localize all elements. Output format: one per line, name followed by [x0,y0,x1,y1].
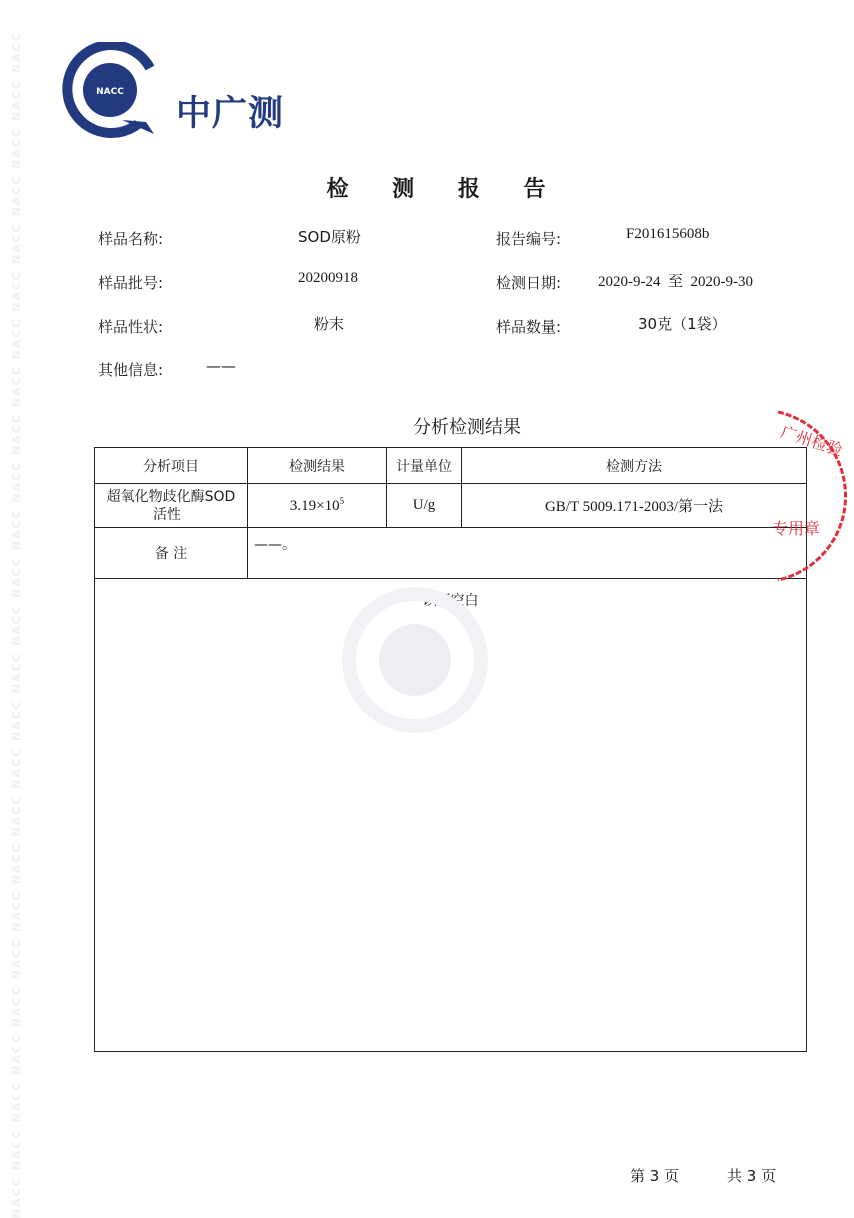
test-date-value: 2020-9-24 至 2020-9-30 [598,274,753,290]
state-value: 粉末 [314,315,345,333]
batch-value: 20200918 [298,270,358,286]
official-stamp-icon [760,404,854,584]
faint-seal-watermark-icon [310,585,520,735]
batch-label: 样品批号: [98,274,164,292]
result-base: 3.19×10 [289,498,340,514]
nacc-watermark: NACC NACC NACC NACC NACC NACC NACC NACC NACC NACC NACC NACC NACC NACC NACC NACC NACC NACC NACC NACC NACC NACC NACC NACC NACC [10,31,23,1218]
remark-label: 备 注 [95,528,248,579]
header-unit: 计量单位 [387,448,462,484]
total-pages: 共 3 页 [727,1167,777,1185]
other-info-label: 其他信息: [98,361,164,379]
header-method: 检测方法 [462,448,807,484]
svg-text:专用章: 专用章 [772,519,821,538]
sample-name-value: SOD原粉 [298,228,361,246]
item-line1: 超氧化物歧化酶SOD [106,488,236,505]
state-label: 样品性状: [98,318,164,336]
remark-row [95,528,807,579]
header-item: 分析项目 [95,448,248,484]
test-date-label: 检测日期: [496,274,562,292]
table-header-row [95,448,807,484]
result-exponent: 5 [339,496,345,506]
page-number: 第 3 页 [630,1167,680,1185]
remark-value: ——。 [248,528,807,579]
svg-text:广州检验: 广州检验 [778,422,846,460]
cell-method: GB/T 5009.171-2003/第一法 [462,484,807,528]
cell-result [248,484,387,528]
other-info-value: —— [206,357,236,375]
cell-unit: U/g [387,484,462,528]
report-title: 检 测 报 告 [326,176,564,202]
logo-emblem-icon [58,42,188,142]
report-no-label: 报告编号: [496,230,562,248]
logo-name: 中广测 [176,94,285,134]
nacc-logo [58,42,308,142]
results-table [94,447,807,579]
quantity-value: 30克（1袋） [638,315,727,333]
header-result: 检测结果 [248,448,387,484]
quantity-label: 样品数量: [496,318,562,336]
cell-item [95,484,248,528]
logo-badge-text: NACC [96,87,124,97]
sample-name-label: 样品名称: [98,230,164,248]
table-row [95,484,807,528]
item-line2: 活性 [153,506,181,523]
results-table-title: 分析检测结果 [413,417,521,438]
report-no-value: F201615608b [626,226,710,242]
blank-note: 以下空白 [422,593,479,609]
